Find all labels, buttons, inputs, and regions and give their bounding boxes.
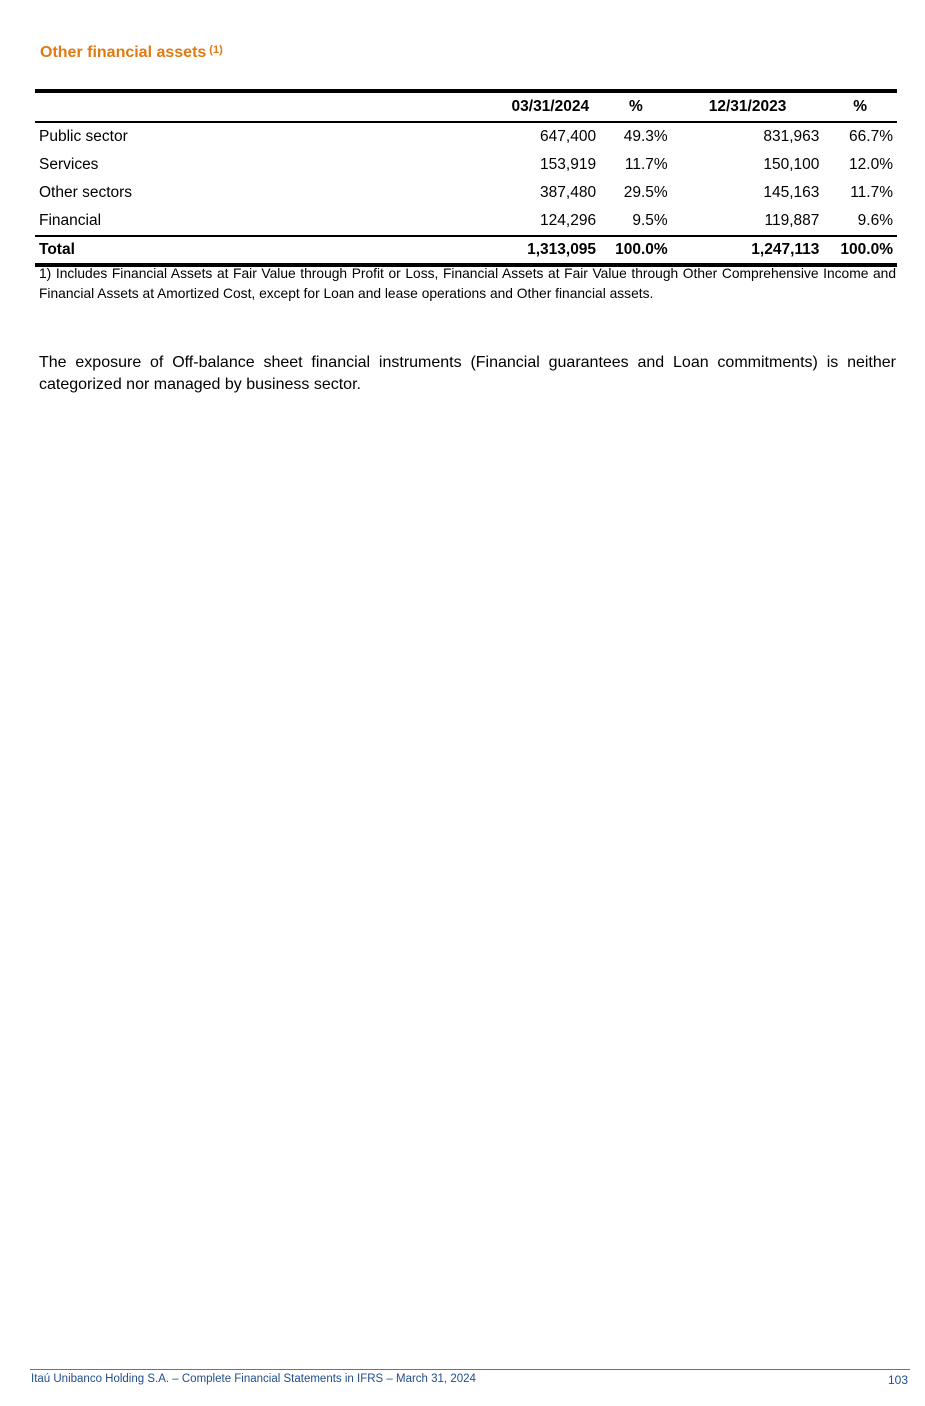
value-2023: 145,163	[763, 184, 820, 201]
value-2024: 387,480	[540, 184, 597, 201]
table-row	[35, 151, 897, 179]
percent-2024: 11.7%	[624, 156, 668, 173]
table-footnote: 1) Includes Financial Assets at Fair Value through Profit or Loss, Financial Assets at Fair Value through Other Comprehensive Income and Financial Assets at Amortized Cost, except for Loan and lease operations and Other financial assets.	[39, 266, 896, 301]
row-label: Other sectors	[39, 184, 133, 201]
percent-2023: 12.0%	[849, 156, 893, 173]
header-label-column	[35, 91, 501, 122]
table-header-row	[35, 91, 897, 122]
percent-2023: 11.7%	[850, 184, 893, 201]
section-title	[40, 44, 223, 62]
section-title-footnote-ref: (1)	[209, 44, 223, 56]
total-value-2023: 1,247,113	[751, 241, 820, 258]
table-row	[35, 207, 897, 236]
total-value-2024: 1,313,095	[527, 241, 597, 258]
percent-2024: 29.5%	[623, 184, 668, 201]
header-date-2024: 03/31/2024	[511, 98, 590, 115]
header-percent-2023: %	[853, 98, 868, 115]
table-row	[35, 122, 897, 151]
percent-2023: 66.7%	[849, 128, 893, 145]
table-total-row	[35, 236, 897, 265]
row-label: Services	[39, 156, 99, 173]
row-label: Financial	[39, 212, 102, 229]
percent-2024: 49.3%	[623, 128, 668, 145]
percent-2023: 9.6%	[857, 212, 893, 229]
header-percent-2024: %	[628, 98, 643, 115]
value-2024: 124,296	[540, 212, 597, 229]
total-label: Total	[39, 241, 75, 258]
value-2023: 119,887	[764, 212, 820, 229]
percent-2024: 9.5%	[632, 212, 668, 229]
footer-page-number: 103	[887, 1373, 908, 1387]
footer-divider	[30, 1369, 910, 1370]
value-2024: 647,400	[540, 128, 597, 145]
value-2023: 150,100	[763, 156, 820, 173]
section-title-text: Other financial assets	[40, 44, 207, 61]
body-paragraph: The exposure of Off-balance sheet financial instruments (Financial guarantees and Loan commitments) is neither categorized nor managed by business sector.	[39, 354, 896, 393]
total-percent-2023: 100.0%	[840, 241, 893, 258]
row-label: Public sector	[39, 128, 128, 145]
value-2023: 831,963	[763, 128, 820, 145]
header-date-2023: 12/31/2023	[708, 98, 787, 115]
table-row	[35, 179, 897, 207]
other-financial-assets-table	[35, 89, 897, 267]
value-2024: 153,919	[540, 156, 597, 173]
footer-document-title: Itaú Unibanco Holding S.A. – Complete Financial Statements in IFRS – March 31, 2024	[31, 1373, 476, 1385]
total-percent-2024: 100.0%	[615, 241, 668, 258]
